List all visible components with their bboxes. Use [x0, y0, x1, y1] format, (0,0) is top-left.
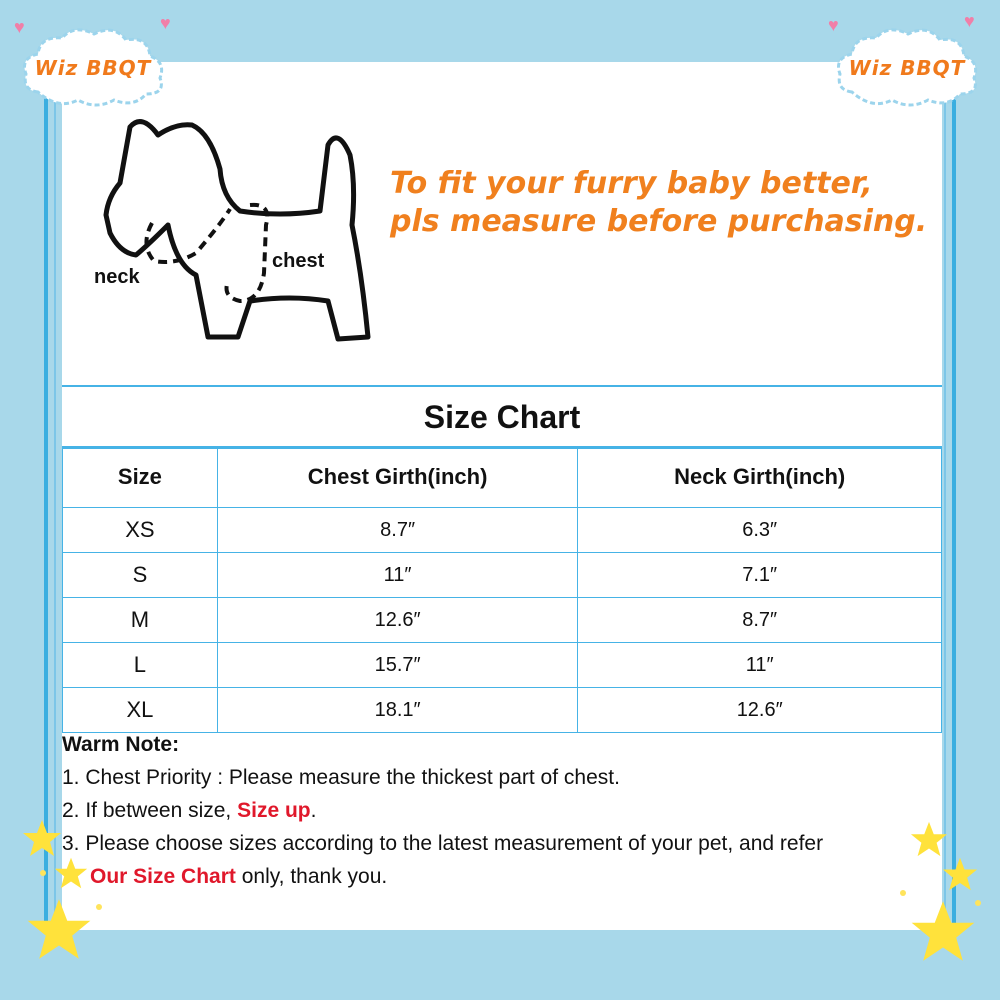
- table-row: [63, 553, 942, 598]
- item-4-suffix: only, thank you.: [235, 865, 388, 888]
- star-icon: [910, 820, 948, 858]
- sparkle-dot: [40, 870, 46, 876]
- neck-cell: 11″: [578, 643, 942, 688]
- size-up-highlight: Size up: [237, 799, 311, 822]
- brand-logo-text: Wiz BBQT: [34, 56, 152, 80]
- neck-cell: 6.3″: [578, 508, 942, 553]
- size-chart-table: [62, 446, 942, 733]
- warm-note-item-4: [62, 860, 942, 893]
- header-size: Size: [63, 447, 218, 508]
- item-2-text: 2. If between size,: [62, 799, 238, 822]
- table-header-row: [63, 447, 942, 508]
- chest-cell: 11″: [217, 553, 578, 598]
- table-row: [63, 508, 942, 553]
- size-cell: M: [63, 598, 218, 643]
- neck-cell: 7.1″: [578, 553, 942, 598]
- brand-logo-left: [18, 22, 168, 110]
- dog-measurement-illustration: [80, 105, 380, 355]
- chest-cell: 12.6″: [217, 598, 578, 643]
- warm-note-item-1: 1. Chest Priority : Please measure the thickest part of chest.: [62, 766, 620, 789]
- header-chest-girth: Chest Girth(inch): [217, 447, 578, 508]
- star-icon: [942, 856, 978, 892]
- chest-cell: 8.7″: [217, 508, 578, 553]
- star-icon: [910, 898, 976, 964]
- table-row: [63, 643, 942, 688]
- size-cell: XS: [63, 508, 218, 553]
- star-icon: [54, 856, 88, 890]
- neck-label: neck: [94, 266, 140, 288]
- frame-line-left-inner: [54, 70, 56, 930]
- header-neck-girth: Neck Girth(inch): [578, 447, 942, 508]
- neck-cell: 8.7″: [578, 598, 942, 643]
- neck-cell: 12.6″: [578, 688, 942, 733]
- table-row: [63, 688, 942, 733]
- item-2-suffix: .: [310, 799, 317, 822]
- frame-line-left: [44, 70, 48, 930]
- sparkle-dot: [96, 904, 102, 910]
- heart-icon: ♥: [14, 17, 25, 37]
- chest-cell: 18.1″: [217, 688, 578, 733]
- star-icon: [22, 818, 62, 858]
- size-cell: L: [63, 643, 218, 688]
- heart-icon: ♥: [964, 11, 975, 31]
- brand-logo-text: Wiz BBQT: [848, 56, 966, 80]
- warm-note-title: Warm Note:: [62, 733, 180, 756]
- dog-outline: [106, 122, 368, 339]
- chest-measure-line: [227, 205, 268, 301]
- star-icon: [26, 896, 92, 962]
- heart-icon: ♥: [160, 13, 171, 33]
- tagline-line-1: To fit your furry baby better,: [390, 166, 873, 201]
- tagline-line-2: pls measure before purchasing.: [390, 204, 928, 239]
- size-chart-title: Size Chart: [62, 385, 942, 449]
- warm-note-item-3: 3. Please choose sizes according to the latest measurement of your pet, and refer: [62, 832, 824, 855]
- frame-line-right: [952, 70, 956, 930]
- measure-tagline: [390, 165, 950, 241]
- our-size-chart-highlight: Our Size Chart: [90, 865, 236, 888]
- sparkle-dot: [975, 900, 981, 906]
- warm-note: [62, 728, 942, 893]
- warm-note-item-2: [62, 794, 942, 827]
- sparkle-dot: [900, 890, 906, 896]
- size-cell: XL: [63, 688, 218, 733]
- brand-logo-right: [832, 22, 982, 110]
- chest-label: chest: [272, 250, 325, 272]
- chest-cell: 15.7″: [217, 643, 578, 688]
- size-cell: S: [63, 553, 218, 598]
- table-row: [63, 598, 942, 643]
- heart-icon: ♥: [828, 15, 839, 35]
